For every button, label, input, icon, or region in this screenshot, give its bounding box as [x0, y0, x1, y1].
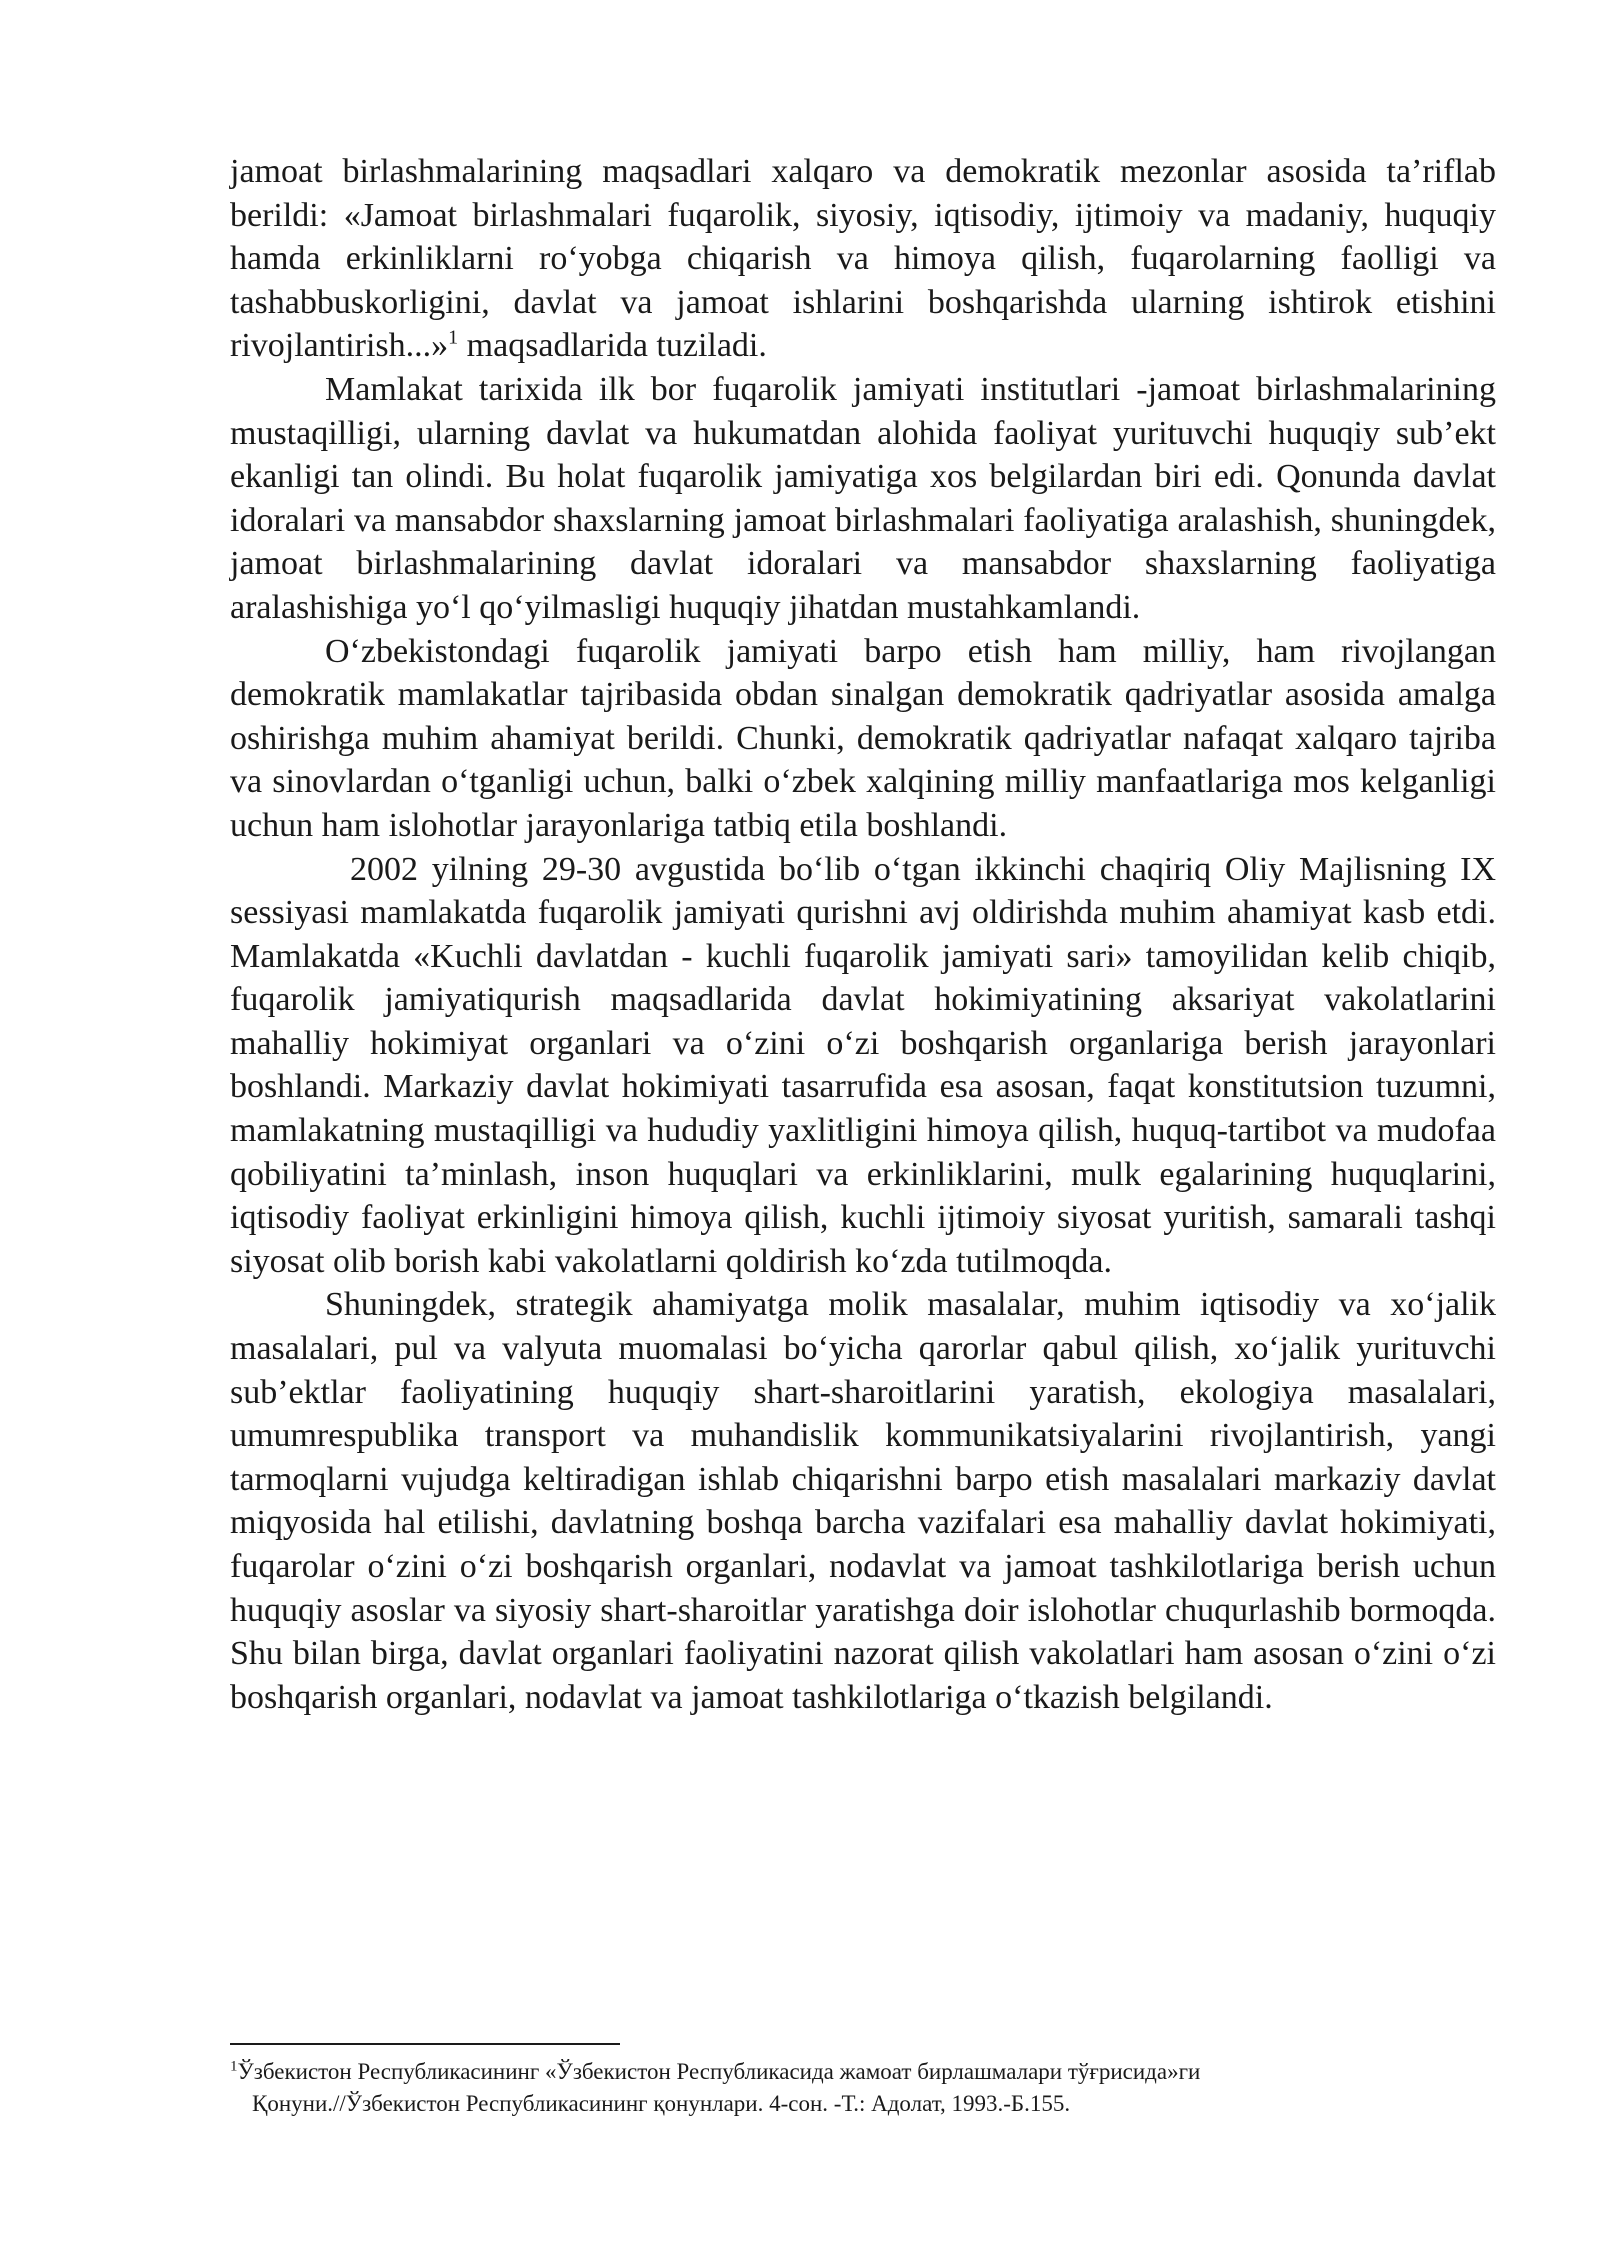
paragraph-1-text: jamoat birlashmalarining maqsadlari xalqaro va demokratik mezonlar asosida ta’riflab berildi: «Jamoat birlashmalari fuqarolik, siyosiy, iqtisodiy, ijtimoiy va madaniy, huquqiy hamda erkinliklarni ro‘yobga chiqarish va himoya qilish, fuqarolarning faolligi va tashabbuskorligini, davlat va jamoat ishlarini boshqarishda ularning ishtirok etishini rivojlantirish...»	[230, 153, 1496, 365]
footnote-reference: 1	[448, 327, 459, 350]
paragraph-1	[230, 150, 1496, 368]
footnote-marker: 1	[230, 2058, 238, 2075]
footnote-line-2: Қонуни.//Ўзбекистон Республикасининг қонунлари. 4-сон. -Т.: Адолат, 1993.-Б.155.	[252, 2091, 1071, 2116]
paragraph-3: O‘zbekistondagi fuqarolik jamiyati barpo etish ham milliy, ham rivojlangan demokratik mamlakatlar tajribasida obdan sinalgan demokratik qadriyatlar asosida amalga oshirishga muhim ahamiyat berildi. Chunki, demokratik qadriyatlar nafaqat xalqaro tajriba va sinovlardan o‘tganligi uchun, balki o‘zbek xalqining milliy manfaatlariga mos kelganligi uchun ham islohotlar jarayonlariga tatbiq etila boshlandi.	[230, 632, 1496, 844]
document-body	[230, 150, 1496, 1719]
paragraph-4: 2002 yilning 29-30 avgustida bo‘lib o‘tgan ikkinchi chaqiriq Oliy Majlisning IX sessiyasi mamlakatda fuqarolik jamiyati qurishni avj oldirishda muhim ahamiyat kasb etdi. Mamlakatda «Kuchli davlatdan - kuchli fuqarolik jamiyati sari» tamoyilidan kelib chiqib, fuqarolik jamiyatiqurish maqsadlarida davlat hokimiyatining aksariyat vakolatlarini mahalliy hokimiyat organlari va o‘zini o‘zi boshqarish organlariga berish jarayonlari boshlandi. Markaziy davlat hokimiyati tasarrufida esa asosan, faqat konstitutsion tuzumni, mamlakatning mustaqilligi va hududiy yaxlitligini himoya qilish, huquq-tartibot va mudofaa qobiliyatini ta’minlash, inson huquqlari va erkinliklarini, mulk egalarining huquqlarini, iqtisodiy faoliyat erkinligini himoya qilish, kuchli ijtimoiy siyosat yuritish, samarali tashqi siyosat olib borish kabi vakolatlarni qoldirish ko‘zda tutilmoqda.	[230, 850, 1496, 1280]
footnote	[230, 2056, 1496, 2120]
footnote-separator	[230, 2043, 620, 2045]
paragraph-2: Mamlakat tarixida ilk bor fuqarolik jamiyati institutlari -jamoat birlashmalarining mustaqilligi, ularning davlat va hukumatdan alohida faoliyat yurituvchi huquqiy sub’ekt ekanligi tan olindi. Bu holat fuqarolik jamiyatiga xos belgilardan biri edi. Qonunda davlat idoralari va mansabdor shaxslarning jamoat birlashmalari faoliyatiga aralashish, shuningdek, jamoat birlashmalarining davlat idoralari va mansabdor shaxslarning faoliyatiga aralashishiga yo‘l qo‘yilmasligi huquqiy jihatdan mustahkamlandi.	[230, 370, 1496, 626]
paragraph-5: Shuningdek, strategik ahamiyatga molik masalalar, muhim iqtisodiy va xo‘jalik masalalari, pul va valyuta muomalasi bo‘yicha qarorlar qabul qilish, xo‘jalik yurituvchi sub’ektlar faoliyatining huquqiy shart-sharoitlarini yaratish, ekologiya masalalari, umumrespublika transport va muhandislik kommunikatsiyalarini rivojlantirish, yangi tarmoqlarni vujudga keltiradigan ishlab chiqarishni barpo etish masalalari markaziy davlat miqyosida hal etilishi, davlatning boshqa barcha vazifalari esa mahalliy davlat hokimiyati, fuqarolar o‘zini o‘zi boshqarish organlari, nodavlat va jamoat tashkilotlariga berish uchun huquqiy asoslar va siyosiy shart-sharoitlar yaratishga doir islohotlar chuqurlashib bormoqda. Shu bilan birga, davlat organlari faoliyatini nazorat qilish vakolatlari ham asosan o‘zini o‘zi boshqarish organlari, nodavlat va jamoat tashkilotlariga o‘tkazish belgilandi.	[230, 1286, 1496, 1716]
footnote-line-1: Ўзбекистон Республикасининг «Ўзбекистон Республикасида жамоат бирлашмалари тўғрисида»ги	[237, 2059, 1201, 2084]
paragraph-1-text-end: maqsadlarida tuziladi.	[458, 327, 767, 365]
